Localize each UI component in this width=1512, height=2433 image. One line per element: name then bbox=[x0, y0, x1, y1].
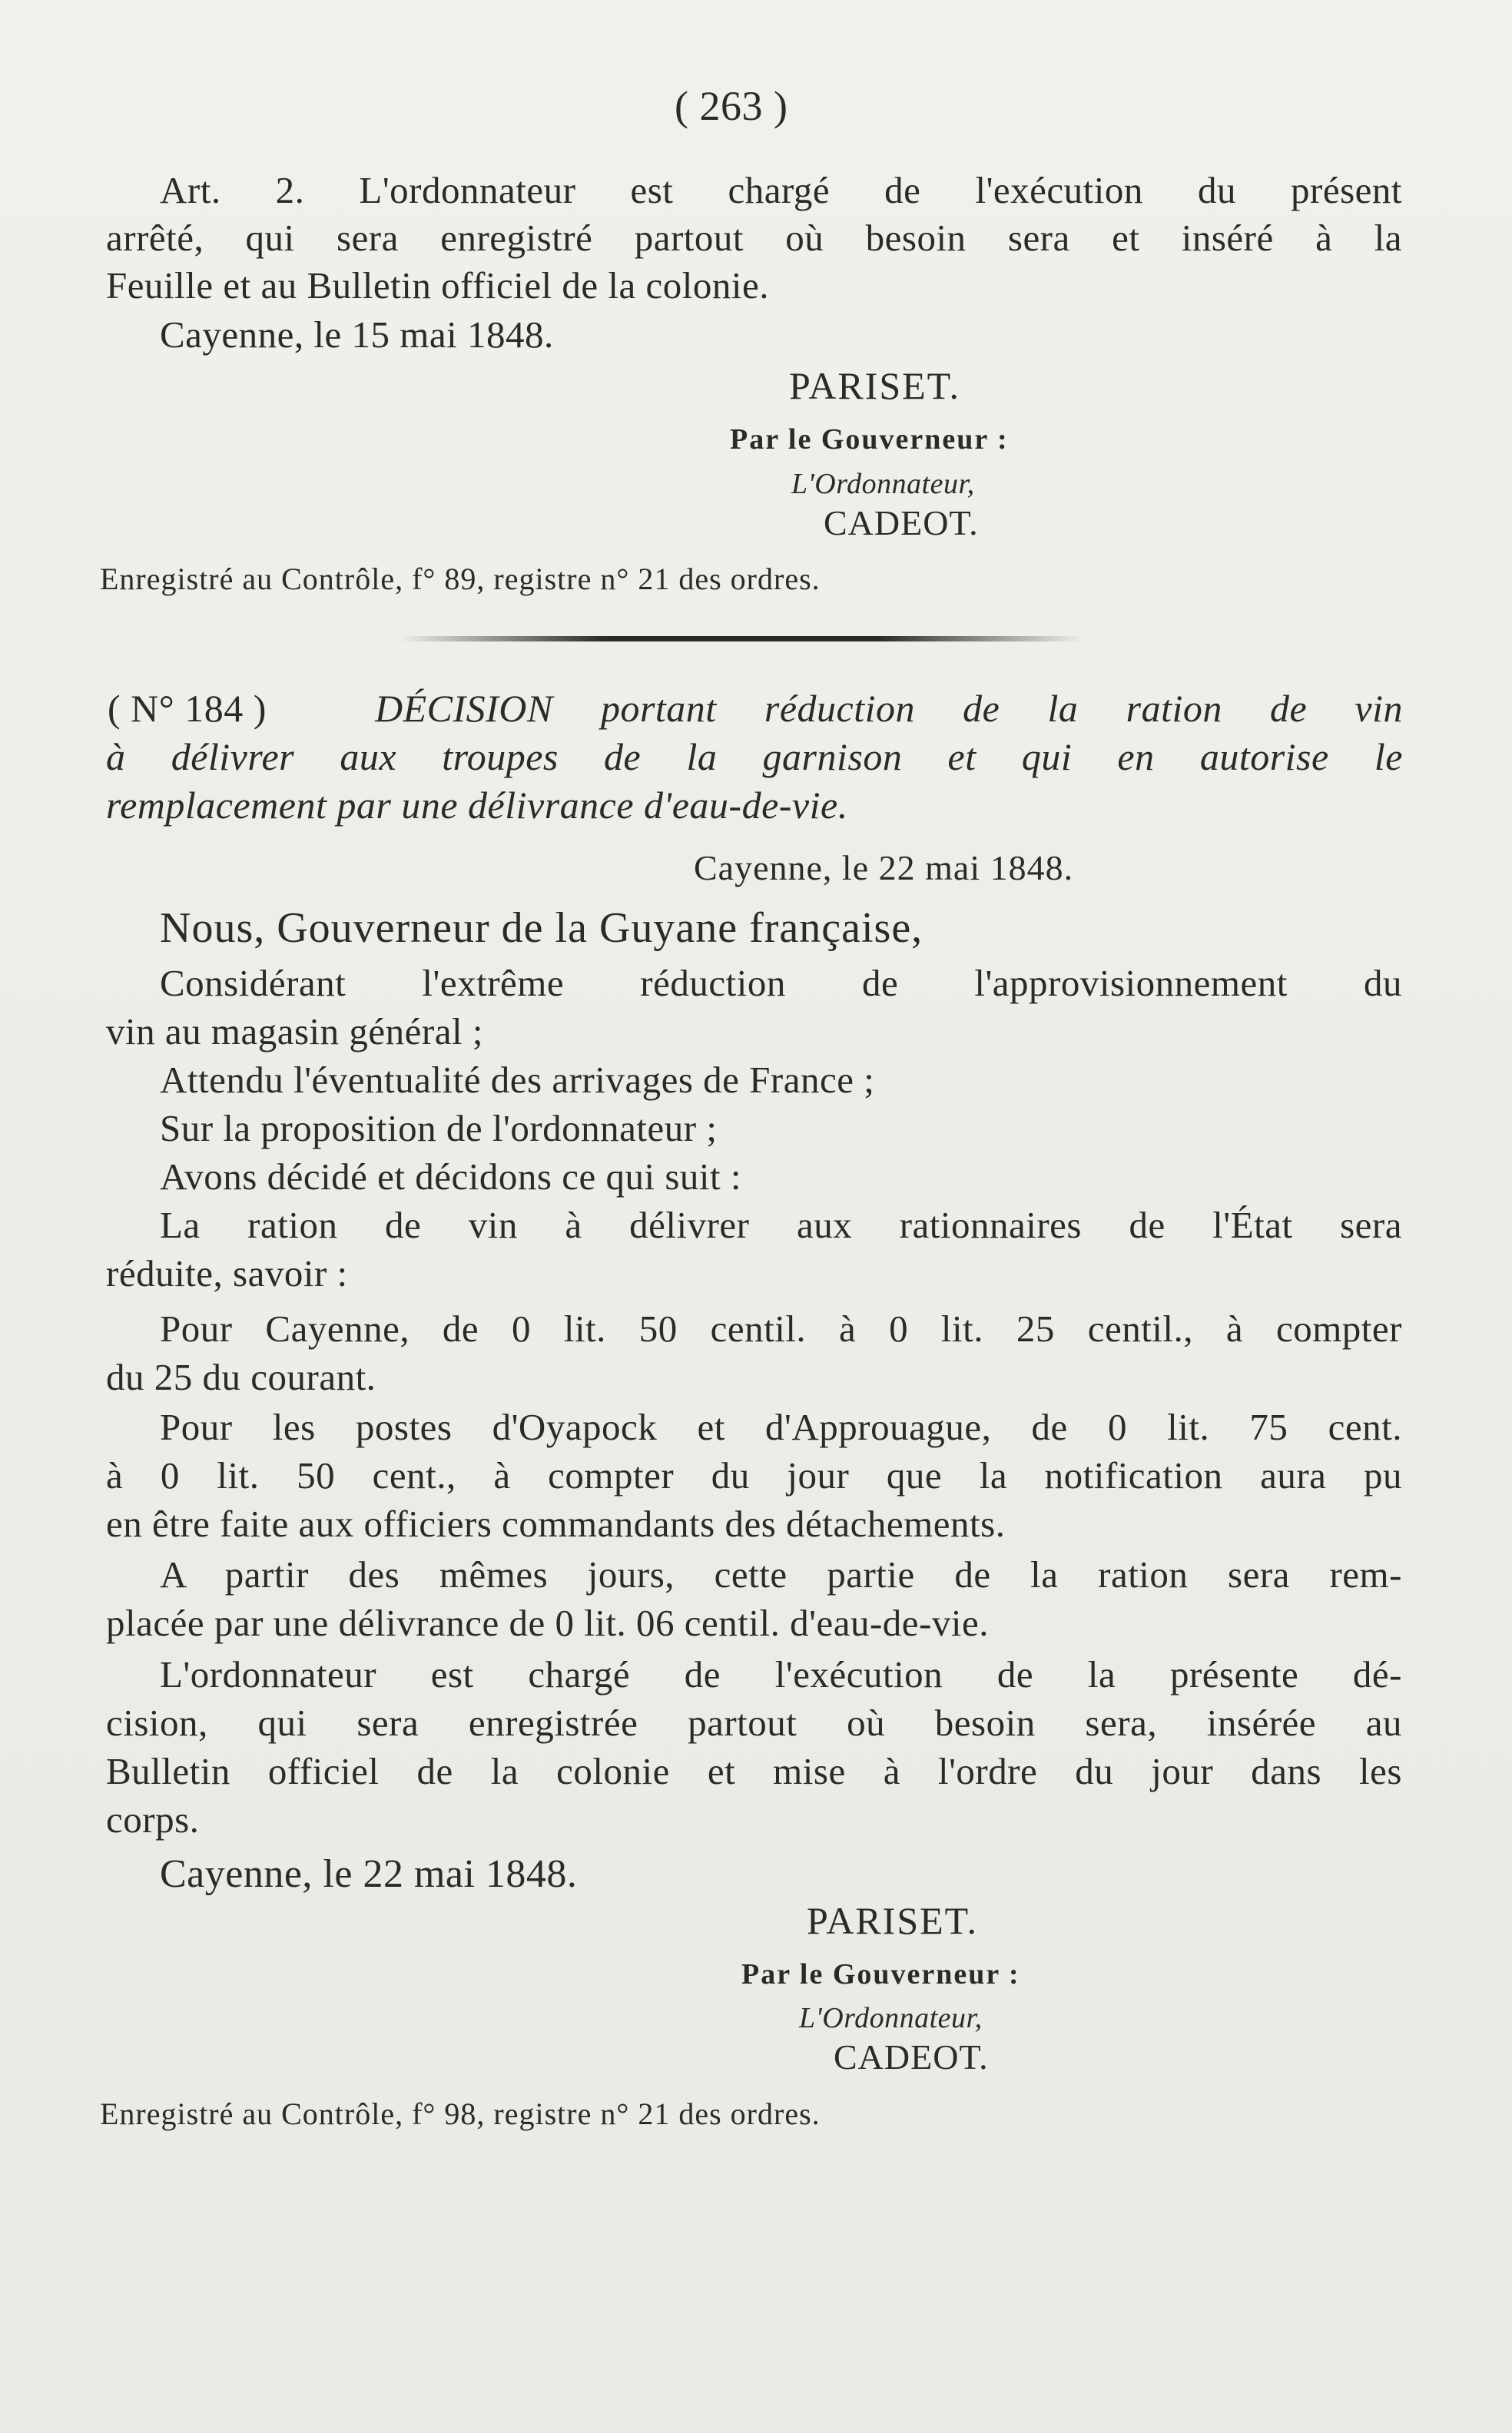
body-line-4: Sur la proposition de l'ordonnateur ; bbox=[160, 1107, 718, 1149]
body-line-16: cision, qui sera enregistrée partout où besoin sera, insérée au bbox=[106, 1702, 1402, 1744]
body-line-12: en être faite aux officiers commandants des détachements. bbox=[106, 1503, 1006, 1545]
decision-number: ( N° 184 ) bbox=[108, 687, 267, 730]
body-line-15: L'ordonnateur est chargé de l'exécution de la présente dé- bbox=[160, 1653, 1402, 1695]
body-line-5: Avons décidé et décidons ce qui suit : bbox=[160, 1155, 741, 1198]
decision-title-line-3: remplacement par une délivrance d'eau-de-vie. bbox=[106, 784, 848, 827]
art2-by-governor: Par le Gouverneur : bbox=[730, 423, 1009, 456]
body-line-11: à 0 lit. 50 cent., à compter du jour que la notification aura pu bbox=[106, 1454, 1402, 1497]
decision-date: Cayenne, le 22 mai 1848. bbox=[160, 1852, 578, 1896]
body-line-6: La ration de vin à délivrer aux rationnaires de l'État sera bbox=[160, 1204, 1402, 1246]
art2-signature: PARISET. bbox=[789, 364, 961, 407]
decision-title-line-2: à délivrer aux troupes de la garnison et qui en autorise le bbox=[106, 735, 1403, 778]
body-line-7: réduite, savoir : bbox=[106, 1252, 348, 1294]
section-divider bbox=[400, 636, 1083, 641]
body-line-1: Considérant l'extrême réduction de l'approvisionnement du bbox=[160, 962, 1402, 1004]
decision-place-date: Cayenne, le 22 mai 1848. bbox=[694, 848, 1074, 887]
body-line-10: Pour les postes d'Oyapock et d'Approuague, de 0 lit. 75 cent. bbox=[160, 1406, 1402, 1448]
art2-line-3: Feuille et au Bulletin officiel de la colonie. bbox=[106, 264, 770, 307]
art2-line-1: Art. 2. L'ordonnateur est chargé de l'exécution du présent bbox=[160, 169, 1402, 211]
decision-title-line-1: DÉCISION portant réduction de la ration de vin bbox=[375, 687, 1403, 730]
art2-countersign: CADEOT. bbox=[824, 503, 979, 542]
art2-role: L'Ordonnateur, bbox=[791, 468, 975, 500]
decision-signature: PARISET. bbox=[807, 1899, 979, 1942]
art2-date: Cayenne, le 15 mai 1848. bbox=[160, 313, 554, 356]
decision-by-governor: Par le Gouverneur : bbox=[741, 1958, 1020, 1990]
decision-role: L'Ordonnateur, bbox=[799, 2002, 983, 2034]
decision-registration: Enregistré au Contrôle, f° 98, registre n° 21 des ordres. bbox=[100, 2097, 821, 2131]
decision-intro: Nous, Gouverneur de la Guyane française, bbox=[160, 904, 923, 952]
art2-registration: Enregistré au Contrôle, f° 89, registre n° 21 des ordres. bbox=[100, 562, 821, 596]
body-line-3: Attendu l'éventualité des arrivages de France ; bbox=[160, 1059, 875, 1101]
body-line-13: A partir des mêmes jours, cette partie de la ration sera rem- bbox=[160, 1553, 1402, 1596]
decision-countersign: CADEOT. bbox=[834, 2037, 989, 2077]
body-line-8: Pour Cayenne, de 0 lit. 50 centil. à 0 lit. 25 centil., à compter bbox=[160, 1308, 1402, 1350]
body-line-18: corps. bbox=[106, 1798, 200, 1841]
body-line-17: Bulletin officiel de la colonie et mise à l'ordre du jour dans les bbox=[106, 1750, 1402, 1792]
body-line-9: du 25 du courant. bbox=[106, 1356, 376, 1398]
body-line-2: vin au magasin général ; bbox=[106, 1010, 483, 1052]
page-number: ( 263 ) bbox=[675, 83, 788, 129]
art2-line-2: arrêté, qui sera enregistré partout où besoin sera et inséré à la bbox=[106, 217, 1402, 259]
body-line-14: placée par une délivrance de 0 lit. 06 centil. d'eau-de-vie. bbox=[106, 1602, 989, 1644]
